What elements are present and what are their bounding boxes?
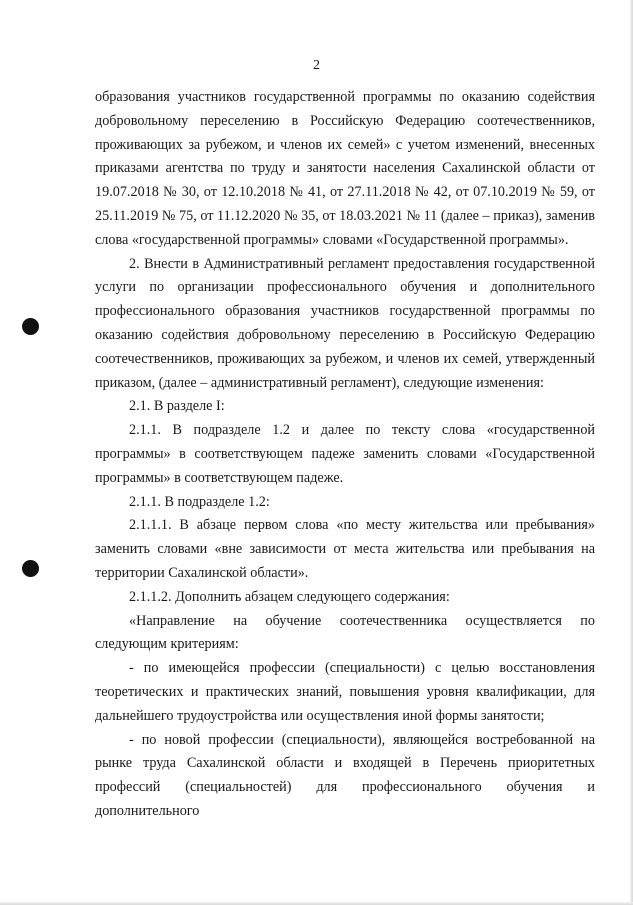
page-number: 2 [313, 58, 320, 73]
paragraph-criterion-1: - по имеющейся профессии (специальности) с целью восстановления теоретических и практических знаний, повышения уровня квалификации, для дальнейшего трудоустройства или осуществления иной формы занятости; [95, 660, 595, 724]
paragraph-item-2: 2. Внести в Административный регламент предоставления государственной услуги по организации профессионального обучения и дополнительного профессионального образования участников государственной программы по оказанию содействия добровольному переселению в Российскую Федерацию соотечественников, проживающих за рубежом, и членов их семей, утвержденный приказом, (далее – административный регламент), следующие изменения: [95, 255, 595, 391]
paragraph-item-2-1: 2.1. В разделе I: [129, 398, 225, 415]
paragraph-continuation: образования участников государственной программы по оказанию содействия добровольному переселению в Российскую Федерацию соотечественников, проживающих за рубежом, и членов их семей» с учетом изменений, внесенных приказами агентства по труду и занятости населения Сахалинской области от 19.07.2018 № 30, от 12.10.2018 № 41, от 27.11.2018 № 42, от 07.10.2019 № 59, от 25.11.2019 № 75, от 11.12.2020 № 35, от 18.03.2021 № 11 (далее – приказ), заменив слова «государственной программы» словами «Государственной программы». [95, 89, 595, 248]
paragraph-item-2-1-1-1: 2.1.1.1. В абзаце первом слова «по месту жительства или пребывания» заменить словами «вне зависимости от места жительства или пребывания на территории Сахалинской области». [95, 517, 595, 581]
paragraph-item-2-1-1-2: 2.1.1.2. Дополнить абзацем следующего содержания: [129, 588, 450, 605]
paragraph-criterion-2: - по новой профессии (специальности), являющейся востребованной на рынке труда Сахалинской области и входящей в Перечень приоритетных профессий (специальностей) для профессионального обучения и дополнительного [95, 731, 595, 819]
punch-hole-top [22, 318, 39, 335]
paragraph-item-2-1-1-b: 2.1.1. В подразделе 1.2: [129, 493, 270, 510]
document-body [95, 86, 595, 824]
punch-hole-bottom [22, 560, 39, 577]
paragraph-quote-start: «Направление на обучение соотечественника осуществляется по следующим критериям: [95, 612, 595, 653]
paragraph-item-2-1-1-a: 2.1.1. В подразделе 1.2 и далее по тексту слова «государственной программы» в соответствующем падеже заменить словами «Государственной программы» в соответствующем падеже. [95, 422, 595, 486]
